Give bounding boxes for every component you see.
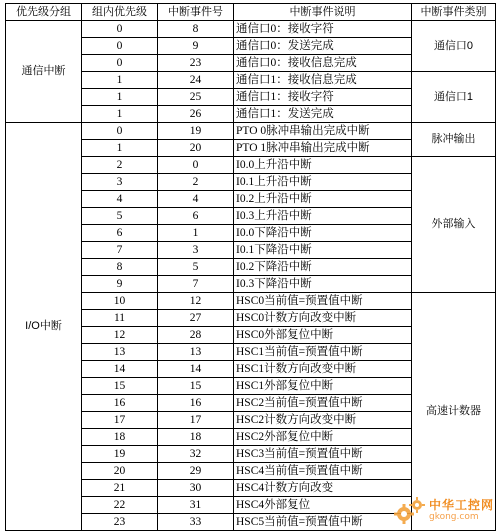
intra-priority-cell: 6 xyxy=(82,225,158,242)
table-header-row xyxy=(6,4,496,21)
event-description-cell: I0.2上升沿中断 xyxy=(234,191,412,208)
event-number-cell: 18 xyxy=(158,429,234,446)
event-number-cell: 13 xyxy=(158,344,234,361)
event-number-cell: 26 xyxy=(158,106,234,123)
watermark-site-name: 中华工控网 xyxy=(428,498,494,512)
event-description-cell: HSC4当前值=预置值中断 xyxy=(234,463,412,480)
intra-priority-cell: 1 xyxy=(82,106,158,123)
header-priority-group: 优先级分组 xyxy=(6,4,82,21)
intra-priority-cell: 12 xyxy=(82,327,158,344)
intra-priority-cell: 10 xyxy=(82,293,158,310)
intra-priority-cell: 3 xyxy=(82,174,158,191)
event-number-cell: 30 xyxy=(158,480,234,497)
event-description-cell: I0.1上升沿中断 xyxy=(234,174,412,191)
table-row xyxy=(6,21,496,38)
event-number-cell: 20 xyxy=(158,140,234,157)
event-number-cell: 0 xyxy=(158,157,234,174)
intra-priority-cell: 1 xyxy=(82,89,158,106)
event-description-cell: HSC0外部复位中断 xyxy=(234,327,412,344)
interrupt-priority-table xyxy=(5,3,496,531)
event-description-cell: HSC1计数方向改变中断 xyxy=(234,361,412,378)
event-category-cell: 脉冲输出 xyxy=(412,123,496,157)
intra-priority-cell: 2 xyxy=(82,157,158,174)
event-number-cell: 7 xyxy=(158,276,234,293)
table-row xyxy=(6,123,496,140)
event-description-cell: HSC2外部复位中断 xyxy=(234,429,412,446)
intra-priority-cell: 14 xyxy=(82,361,158,378)
event-number-cell: 24 xyxy=(158,72,234,89)
event-number-cell: 4 xyxy=(158,191,234,208)
intra-priority-cell: 23 xyxy=(82,514,158,531)
intra-priority-cell: 11 xyxy=(82,310,158,327)
header-intra-group-priority: 组内优先级 xyxy=(82,4,158,21)
event-number-cell: 19 xyxy=(158,123,234,140)
event-number-cell: 3 xyxy=(158,242,234,259)
event-number-cell: 9 xyxy=(158,38,234,55)
intra-priority-cell: 16 xyxy=(82,395,158,412)
priority-group-cell: 通信中断 xyxy=(6,21,82,123)
intra-priority-cell: 1 xyxy=(82,72,158,89)
event-description-cell: HSC0当前值=预置值中断 xyxy=(234,293,412,310)
event-description-cell: 通信口0：接收字符 xyxy=(234,21,412,38)
event-description-cell: HSC4外部复位 xyxy=(234,497,412,514)
event-description-cell: 通信口1：接收字符 xyxy=(234,89,412,106)
intra-priority-cell: 0 xyxy=(82,123,158,140)
event-number-cell: 17 xyxy=(158,412,234,429)
event-description-cell: I0.0下降沿中断 xyxy=(234,225,412,242)
intra-priority-cell: 0 xyxy=(82,55,158,72)
intra-priority-cell: 9 xyxy=(82,276,158,293)
intra-priority-cell: 4 xyxy=(82,191,158,208)
header-event-category: 中断事件类别 xyxy=(412,4,496,21)
event-description-cell: 通信口0：发送完成 xyxy=(234,38,412,55)
intra-priority-cell: 18 xyxy=(82,429,158,446)
intra-priority-cell: 21 xyxy=(82,480,158,497)
event-number-cell: 5 xyxy=(158,259,234,276)
event-number-cell: 31 xyxy=(158,497,234,514)
intra-priority-cell: 0 xyxy=(82,38,158,55)
intra-priority-cell: 5 xyxy=(82,208,158,225)
event-description-cell: 通信口1：接收信息完成 xyxy=(234,72,412,89)
event-description-cell: PTO 1脉冲串输出完成中断 xyxy=(234,140,412,157)
event-number-cell: 27 xyxy=(158,310,234,327)
event-number-cell: 23 xyxy=(158,55,234,72)
event-category-cell: 高速计数器 xyxy=(412,293,496,531)
event-category-cell: 通信口1 xyxy=(412,72,496,123)
event-number-cell: 32 xyxy=(158,446,234,463)
event-number-cell: 16 xyxy=(158,395,234,412)
event-number-cell: 6 xyxy=(158,208,234,225)
event-number-cell: 25 xyxy=(158,89,234,106)
event-description-cell: HSC3当前值=预置值中断 xyxy=(234,446,412,463)
event-description-cell: I0.0上升沿中断 xyxy=(234,157,412,174)
event-category-cell: 外部输入 xyxy=(412,157,496,293)
intra-priority-cell: 15 xyxy=(82,378,158,395)
event-description-cell: I0.2下降沿中断 xyxy=(234,259,412,276)
intra-priority-cell: 7 xyxy=(82,242,158,259)
intra-priority-cell: 1 xyxy=(82,140,158,157)
event-description-cell: HSC2当前值=预置值中断 xyxy=(234,395,412,412)
event-description-cell: 通信口1：发送完成 xyxy=(234,106,412,123)
event-description-cell: HSC5当前值=预置值中断 xyxy=(234,514,412,531)
event-number-cell: 8 xyxy=(158,21,234,38)
event-description-cell: 通信口0：接收信息完成 xyxy=(234,55,412,72)
event-number-cell: 1 xyxy=(158,225,234,242)
header-event-number: 中断事件号 xyxy=(158,4,234,21)
event-number-cell: 2 xyxy=(158,174,234,191)
intra-priority-cell: 19 xyxy=(82,446,158,463)
header-event-description: 中断事件说明 xyxy=(234,4,412,21)
priority-group-cell: I/O中断 xyxy=(6,123,82,531)
event-number-cell: 33 xyxy=(158,514,234,531)
intra-priority-cell: 22 xyxy=(82,497,158,514)
event-description-cell: HSC0计数方向改变中断 xyxy=(234,310,412,327)
intra-priority-cell: 8 xyxy=(82,259,158,276)
intra-priority-cell: 20 xyxy=(82,463,158,480)
event-category-cell: 通信口0 xyxy=(412,21,496,72)
event-description-cell: I0.1下降沿中断 xyxy=(234,242,412,259)
intra-priority-cell: 13 xyxy=(82,344,158,361)
event-description-cell: HSC1当前值=预置值中断 xyxy=(234,344,412,361)
event-description-cell: HSC2计数方向改变中断 xyxy=(234,412,412,429)
event-number-cell: 28 xyxy=(158,327,234,344)
event-description-cell: HSC4计数方向改变 xyxy=(234,480,412,497)
event-description-cell: I0.3下降沿中断 xyxy=(234,276,412,293)
intra-priority-cell: 0 xyxy=(82,21,158,38)
intra-priority-cell: 17 xyxy=(82,412,158,429)
event-number-cell: 14 xyxy=(158,361,234,378)
event-number-cell: 12 xyxy=(158,293,234,310)
event-description-cell: PTO 0脉冲串输出完成中断 xyxy=(234,123,412,140)
event-number-cell: 15 xyxy=(158,378,234,395)
gear-logo-icon xyxy=(392,496,426,526)
gkong-watermark xyxy=(392,496,494,526)
event-description-cell: I0.3上升沿中断 xyxy=(234,208,412,225)
event-number-cell: 29 xyxy=(158,463,234,480)
event-description-cell: HSC1外部复位中断 xyxy=(234,378,412,395)
watermark-site-url: gkong.com xyxy=(428,512,479,522)
